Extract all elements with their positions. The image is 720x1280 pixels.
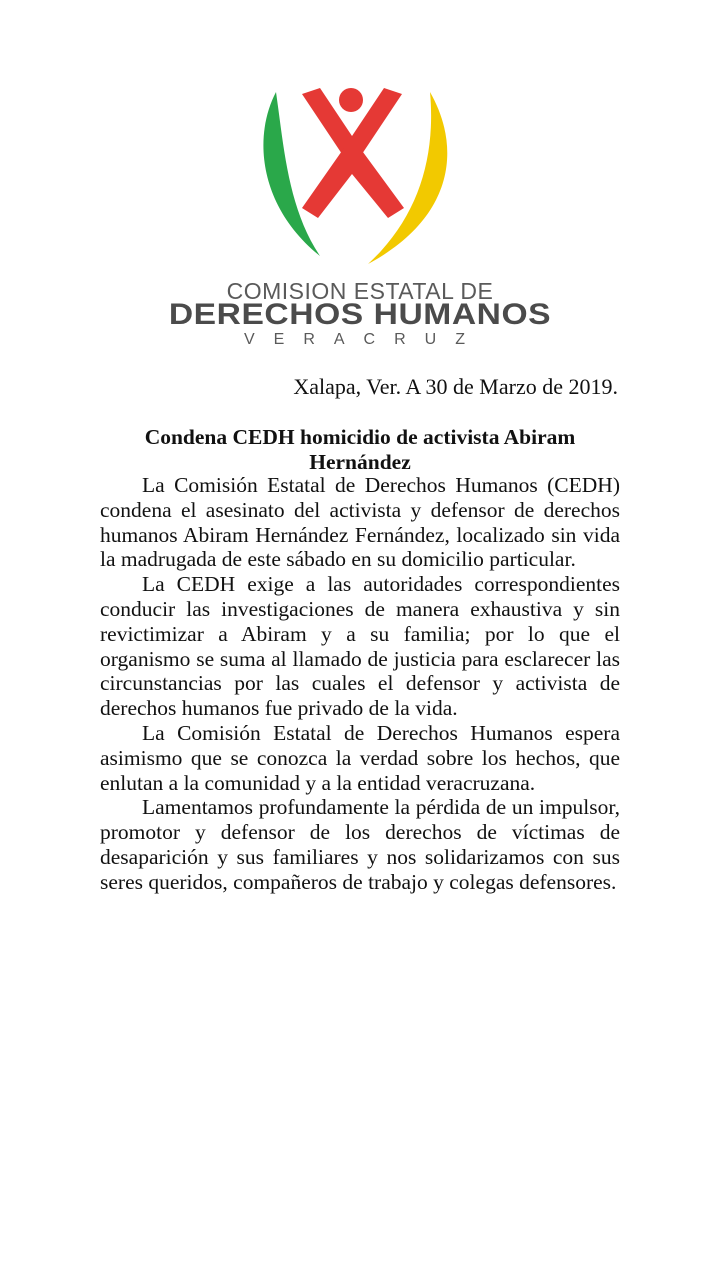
logo-line-3: VERACRUZ	[243, 331, 484, 348]
cedh-emblem-icon	[258, 78, 462, 268]
paragraph: Lamentamos profundamente la pérdida de un impulsor, promotor y defensor de los derechos de víctimas de desaparición y sus familiares y nos solidarizamos con sus seres queridos, compañeros de trabajo y colegas defensores.	[100, 795, 620, 894]
logo-line-2: DERECHOS HUMANOS	[168, 298, 552, 331]
green-arc-icon	[263, 92, 320, 256]
paragraph: La Comisión Estatal de Derechos Humanos espera asimismo que se conozca la verdad sobre los hechos, que enlutan a la comunidad y a la entidad veracruzana.	[100, 720, 620, 795]
figure-head-icon	[339, 88, 363, 112]
document-date: Xalapa, Ver. A 30 de Marzo de 2019.	[293, 374, 618, 399]
paragraph: La CEDH exige a las autoridades correspondientes conducir las investigaciones de manera exhaustiva y sin revictimizar a Abiram y a su familia; por lo que el organismo se suma al llamado de justicia para esclarecer las circunstancias por las cuales el defensor y activista de derechos humanos fue privado de la vida.	[100, 572, 620, 721]
document-body	[100, 473, 620, 895]
logo-line-1: COMISION ESTATAL DE	[226, 278, 494, 304]
figure-legs-icon	[302, 148, 404, 218]
paragraph: La Comisión Estatal de Derechos Humanos (CEDH) condena el asesinato del activista y defensor de derechos humanos Abiram Hernández Fernández, localizado sin vida la madrugada de este sábado en su domicilio particular.	[100, 473, 620, 572]
cedh-logo	[0, 70, 720, 360]
document-title: Condena CEDH homicidio de activista Abiram Hernández	[144, 425, 576, 474]
